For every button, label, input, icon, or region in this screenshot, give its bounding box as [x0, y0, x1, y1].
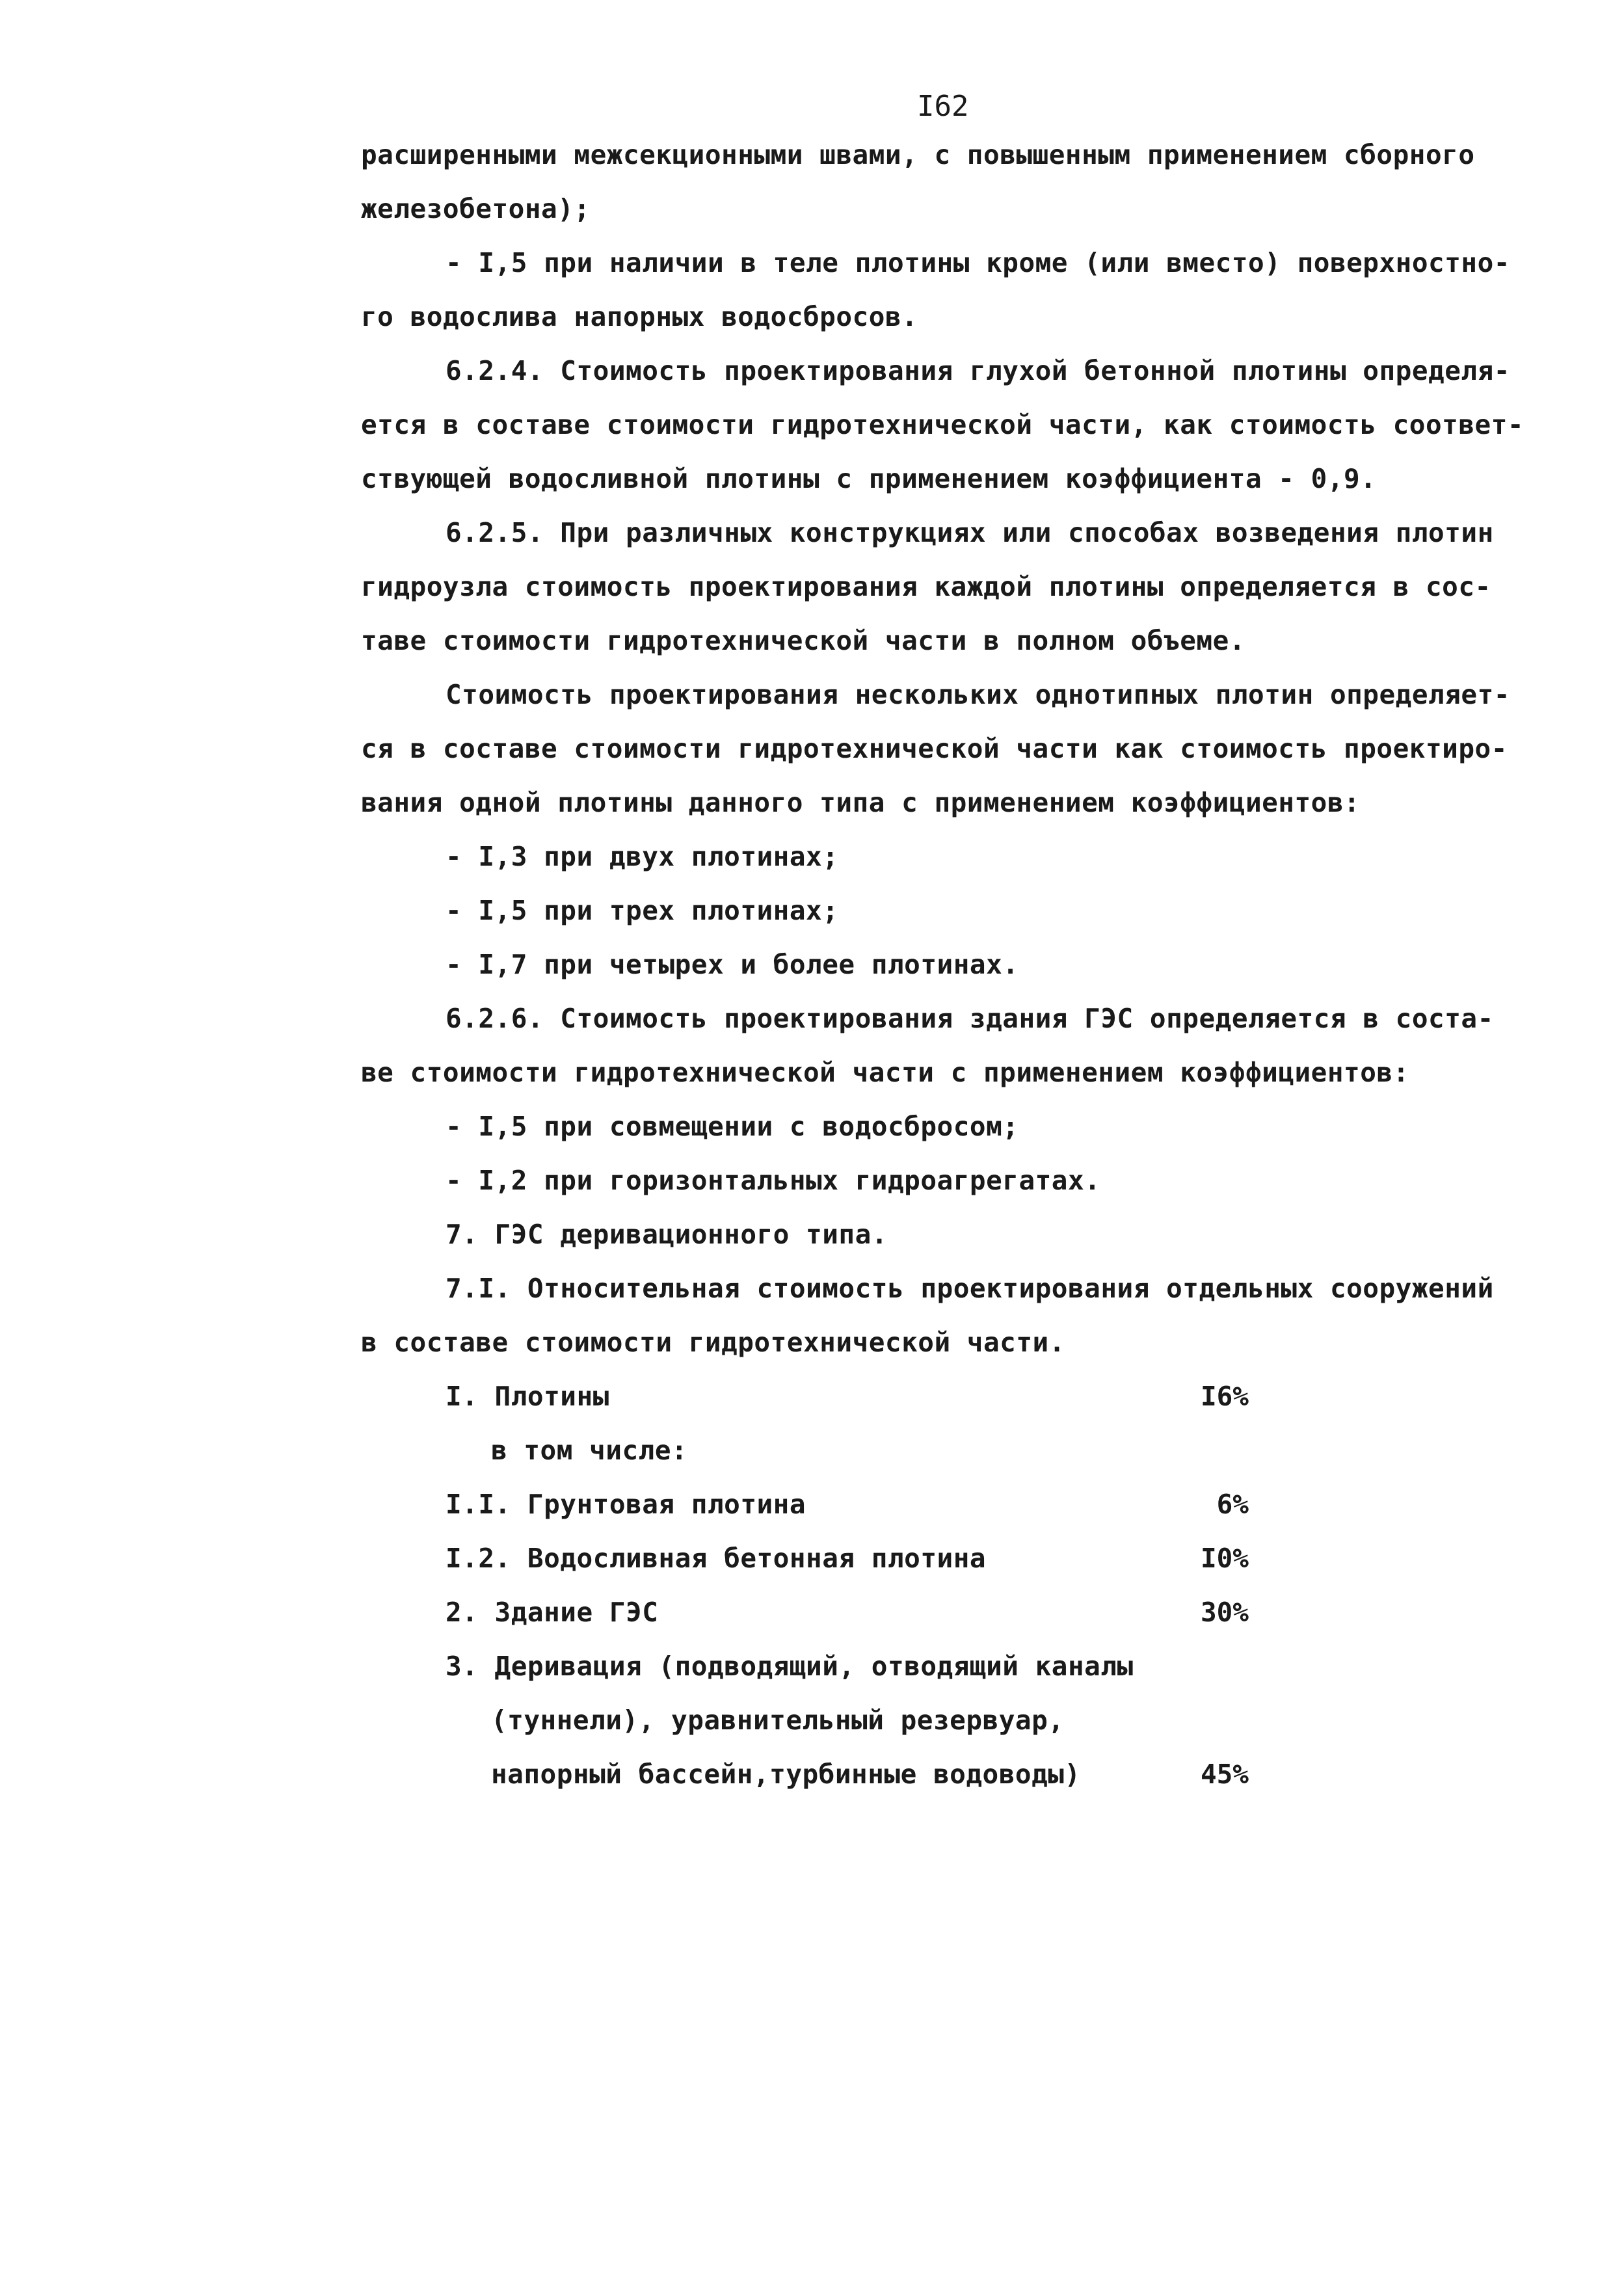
text-line: таве стоимости гидротехнической части в полном объеме.	[361, 625, 1245, 656]
table-row-value: 6%	[1216, 1489, 1249, 1520]
text-line: ся в составе стоимости гидротехнической части как стоимость проектиро-	[361, 733, 1508, 764]
table-row-value: 30%	[1200, 1597, 1249, 1628]
table-row-value: I6%	[1200, 1381, 1249, 1412]
text-line: - I,2 при горизонтальных гидроагрегатах.	[446, 1165, 1101, 1196]
text-line: 7. ГЭС деривационного типа.	[446, 1219, 888, 1250]
text-line: 6.2.4. Стоимость проектирования глухой бетонной плотины определя-	[446, 355, 1510, 386]
table-row-value: 45%	[1200, 1759, 1249, 1790]
text-line: ется в составе стоимости гидротехнической части, как стоимость соответ-	[361, 409, 1524, 440]
table-row-value: I0%	[1200, 1543, 1249, 1574]
table-row-label: 3. Деривация (подводящий, отводящий каналы	[446, 1651, 1134, 1682]
text-line: го водослива напорных водосбросов.	[361, 301, 918, 332]
table-row-label: напорный бассейн,турбинные водоводы)	[491, 1759, 1081, 1790]
text-line: вания одной плотины данного типа с применением коэффициентов:	[361, 787, 1361, 818]
table-row-label: I. Плотины	[446, 1381, 609, 1412]
table-row-label: в том числе:	[491, 1435, 688, 1466]
text-line: Стоимость проектирования нескольких однотипных плотин определяет-	[446, 679, 1510, 710]
text-line: 7.I. Относительная стоимость проектирования отдельных сооружений	[446, 1273, 1494, 1304]
text-line: - I,3 при двух плотинах;	[446, 841, 839, 872]
table-row-label: I.2. Водосливная бетонная плотина	[446, 1543, 987, 1574]
text-line: - I,7 при четырех и более плотинах.	[446, 949, 1019, 980]
text-line: 6.2.5. При различных конструкциях или способах возведения плотин	[446, 517, 1494, 548]
table-row-label: (туннели), уравнительный резервуар,	[491, 1705, 1065, 1736]
text-line: - I,5 при трех плотинах;	[446, 895, 839, 926]
text-line: ве стоимости гидротехнической части с применением коэффициентов:	[361, 1057, 1409, 1088]
text-line: 6.2.6. Стоимость проектирования здания ГЭС определяется в соста-	[446, 1003, 1494, 1034]
text-line: - I,5 при совмещении с водосбросом;	[446, 1111, 1019, 1142]
page-number: I62	[917, 90, 969, 123]
text-line: железобетона);	[361, 193, 591, 224]
text-line: в составе стоимости гидротехнической части.	[361, 1327, 1065, 1358]
table-row-label: 2. Здание ГЭС	[446, 1597, 659, 1628]
text-line: - I,5 при наличии в теле плотины кроме (или вместо) поверхностно-	[446, 247, 1510, 278]
text-line: ствующей водосливной плотины с применением коэффициента - 0,9.	[361, 463, 1377, 494]
text-line: гидроузла стоимость проектирования каждой плотины определяется в сос-	[361, 571, 1491, 602]
text-line: расширенными межсекционными швами, с повышенным применением сборного	[361, 139, 1475, 170]
table-row-label: I.I. Грунтовая плотина	[446, 1489, 806, 1520]
